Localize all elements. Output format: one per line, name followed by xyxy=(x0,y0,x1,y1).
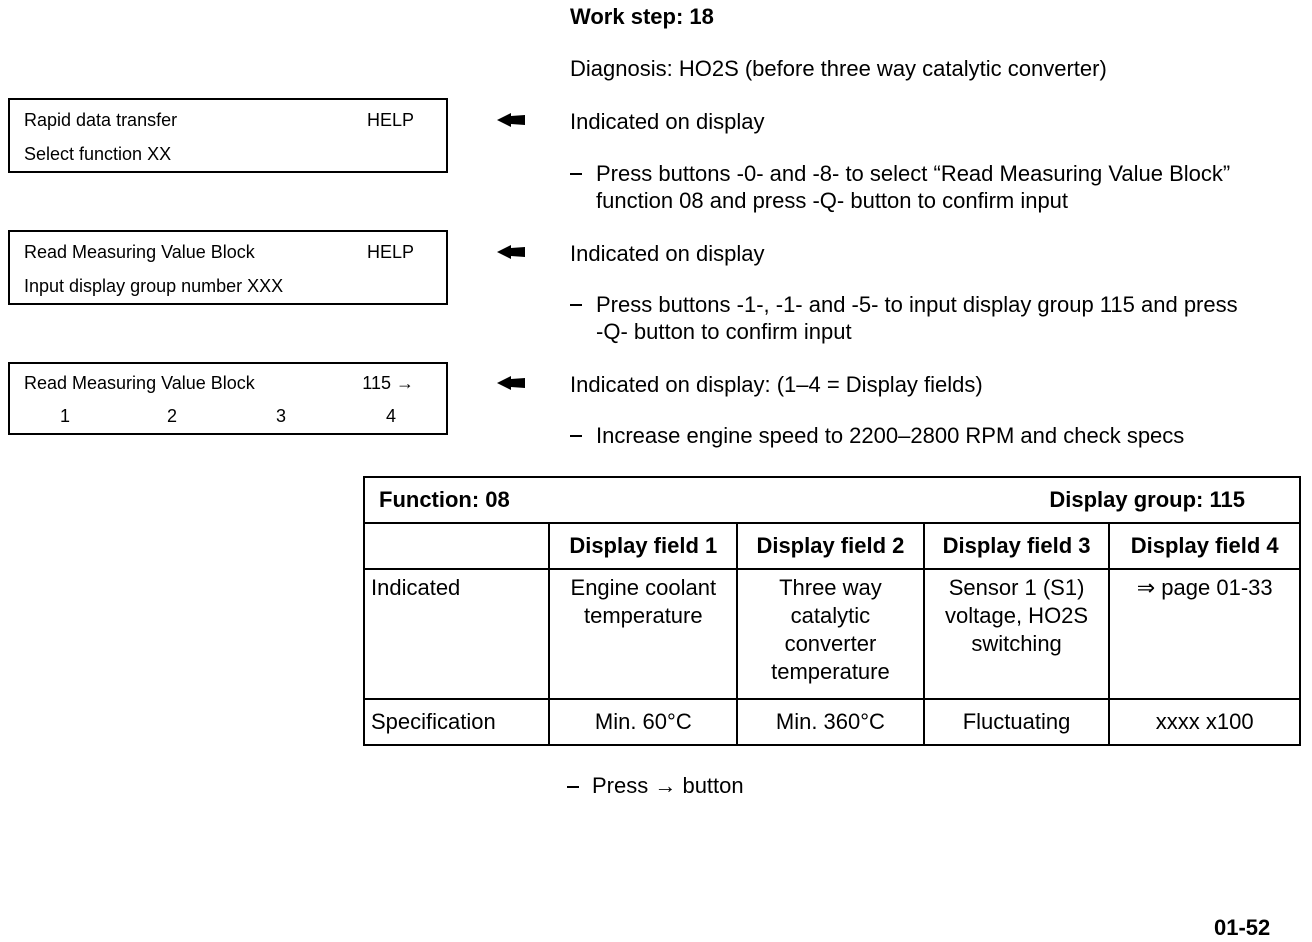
step-3-indicated: Indicated on display: (1–4 = Display fields) xyxy=(570,372,983,397)
display-1-help: HELP xyxy=(366,110,414,130)
page-number: 01-52 xyxy=(1214,915,1271,940)
display-field-4: 4 xyxy=(386,406,397,426)
row-label: Indicated xyxy=(364,569,549,699)
table-cell: Fluctuating xyxy=(924,699,1110,745)
table-cell: Engine coolant temperature xyxy=(549,569,737,699)
step-2-instruction-line2: -Q- button to confirm input xyxy=(596,319,852,344)
display-field-1: 1 xyxy=(60,406,71,426)
display-field-2: 2 xyxy=(167,406,178,426)
pointer-arrow-icon xyxy=(497,244,527,260)
column-header: Display field 4 xyxy=(1109,523,1300,569)
bullet-dash xyxy=(567,786,579,788)
display-box-1 xyxy=(8,98,448,173)
display-box-3 xyxy=(8,362,448,435)
table-cell: Three way catalytic converter temperature xyxy=(737,569,924,699)
pointer-arrow-icon xyxy=(497,375,527,391)
table-cell: Min. 360°C xyxy=(737,699,924,745)
display-3-group: 115 → xyxy=(362,373,414,393)
bullet-dash xyxy=(570,435,582,437)
function-label: Function: 08 xyxy=(379,487,510,512)
column-header: Display field 2 xyxy=(737,523,924,569)
table-cell: ⇒ page 01-33 xyxy=(1109,569,1300,699)
table-cell: xxxx x100 xyxy=(1109,699,1300,745)
table-row xyxy=(364,569,1300,699)
row-label: Specification xyxy=(364,699,549,745)
display-1-line1: Rapid data transfer xyxy=(24,110,178,130)
column-header: Display field 1 xyxy=(549,523,737,569)
bullet-dash xyxy=(570,173,582,175)
display-3-line1: Read Measuring Value Block xyxy=(24,373,255,393)
pointer-arrow-icon xyxy=(497,112,527,128)
diagnosis-title: Diagnosis: HO2S (before three way catalytic converter) xyxy=(570,56,1107,81)
step-1-instruction-line1: Press buttons -0- and -8- to select “Read Measuring Value Block” xyxy=(596,161,1231,186)
step-3-instruction-line1: Increase engine speed to 2200–2800 RPM and check specs xyxy=(596,423,1185,448)
display-2-line2: Input display group number XXX xyxy=(24,276,284,296)
step-2-instruction-line1: Press buttons -1-, -1- and -5- to input display group 115 and press xyxy=(596,292,1238,317)
display-1-line2: Select function XX xyxy=(24,144,172,164)
step-1-indicated: Indicated on display xyxy=(570,109,765,134)
display-2-line1: Read Measuring Value Block xyxy=(24,242,255,262)
table-cell: Sensor 1 (S1) voltage, HO2S switching xyxy=(924,569,1110,699)
spec-table xyxy=(363,476,1301,746)
step-1-instruction-line2: function 08 and press -Q- button to confirm input xyxy=(596,188,1069,213)
step-2-indicated: Indicated on display xyxy=(570,241,765,266)
display-field-3: 3 xyxy=(276,406,287,426)
table-header-row xyxy=(364,477,1300,523)
work-step-title: Work step: 18 xyxy=(570,4,714,29)
display-group-label: Display group: 115 xyxy=(1049,487,1245,512)
bullet-dash xyxy=(570,304,582,306)
display-box-2 xyxy=(8,230,448,305)
column-header-row xyxy=(364,523,1300,569)
display-2-help: HELP xyxy=(366,242,414,262)
empty-header-cell xyxy=(364,523,549,569)
table-cell: Min. 60°C xyxy=(549,699,737,745)
table-row xyxy=(364,699,1300,745)
column-header: Display field 3 xyxy=(924,523,1110,569)
final-instruction: Press → button xyxy=(592,773,744,798)
